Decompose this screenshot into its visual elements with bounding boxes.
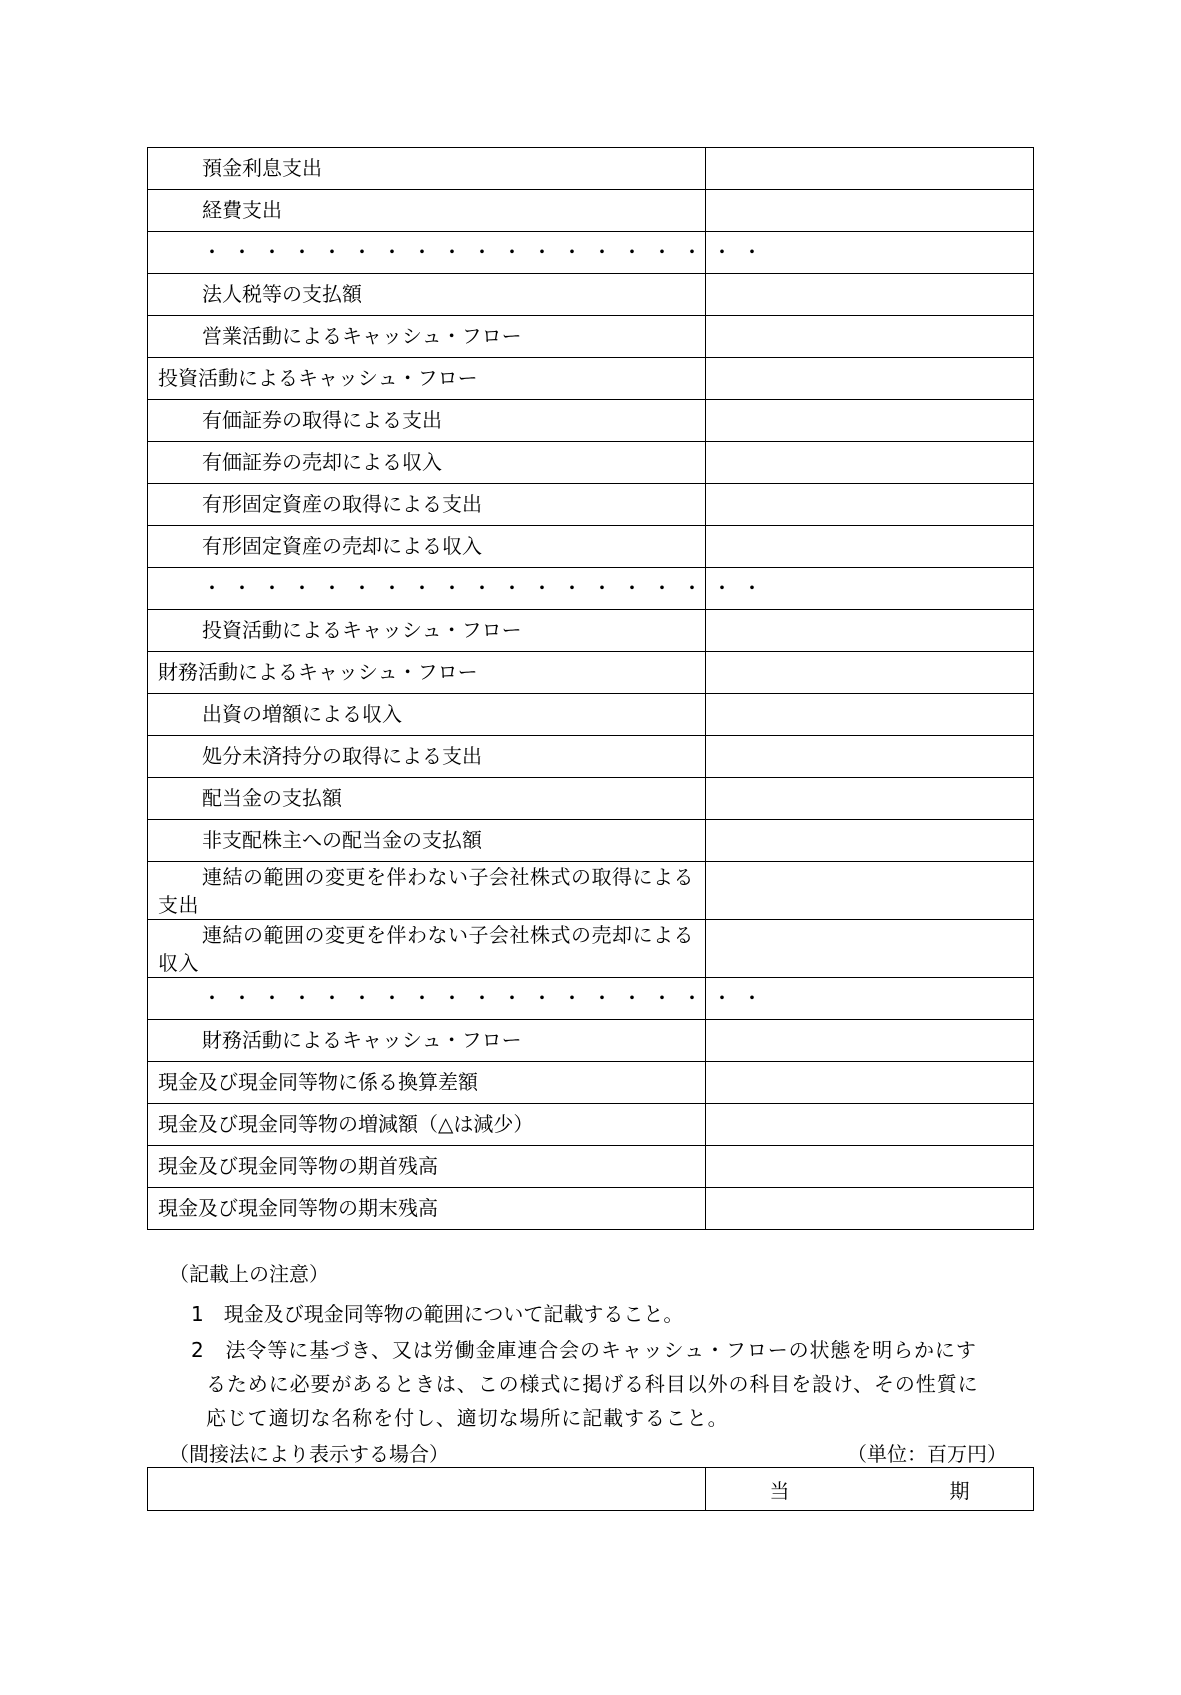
row-amount-cell [706,358,1034,400]
row-label-cell [148,652,706,694]
row-label-cell [148,978,772,1020]
row-label: 経費支出 [202,198,282,222]
row-amount-cell [706,694,1034,736]
row-label-cell [148,920,706,978]
table-row [148,526,1034,568]
row-amount-cell [706,1062,1034,1104]
row-label-cell [148,1188,706,1230]
row-label: 処分未済持分の取得による支出 [202,744,482,768]
row-label-cell [148,148,706,190]
row-label-cell [148,526,706,568]
row-label: 非支配株主への配当金の支払額 [202,828,482,852]
header-row [148,1468,1034,1511]
table-row [148,1020,1034,1062]
header-label-cell [148,1468,706,1511]
row-label: 有形固定資産の取得による支出 [202,492,482,516]
row-label-cell [148,820,706,862]
row-label-cell [148,1062,706,1104]
row-label-cell [148,862,706,920]
table-row [148,920,1034,978]
row-label-cell [148,232,772,274]
indirect-method-header-table [147,1467,1034,1511]
notes-heading: （記載上の注意） [169,1262,329,1286]
row-amount-cell [706,190,1034,232]
row-label: 有価証券の売却による収入 [202,450,442,474]
row-label: 連結の範囲の変更を伴わない子会社株式の取得による支出 [158,864,694,917]
row-label: 有形固定資産の売却による収入 [202,534,482,558]
note-item-2-line-3: 応じて適切な名称を付し、適切な場所に記載すること。 [206,1406,729,1430]
row-label-cell [148,190,706,232]
row-label-cell [148,358,706,400]
ellipsis-row-label: ・・・・・・・・・・・・・・・・・・・ [202,240,772,264]
cash-flow-table-body [148,148,1034,1230]
table-row [148,736,1034,778]
row-amount-cell [706,736,1034,778]
indirect-method-title: （間接法により表示する場合） [169,1442,449,1466]
row-label-cell [148,1020,706,1062]
note-item-1: 1 現金及び現金同等物の範囲について記載すること。 [191,1302,684,1326]
current-period-label: 当期 [769,1478,970,1503]
row-label-cell [148,610,706,652]
row-label-cell [148,1104,706,1146]
row-label: 預金利息支出 [202,156,322,180]
row-label-cell [148,736,706,778]
table-row [148,694,1034,736]
table-row [148,978,1034,1020]
row-label-cell [148,400,706,442]
row-label-cell [148,778,706,820]
row-amount-cell [706,400,1034,442]
ellipsis-row-label: ・・・・・・・・・・・・・・・・・・・ [202,576,772,600]
table-row [148,610,1034,652]
row-label: 現金及び現金同等物の増減額（△は減少） [158,1112,534,1136]
table-row [148,400,1034,442]
table-row [148,568,1034,610]
table-row [148,232,1034,274]
note-item-2-line-1: 2 法令等に基づき、又は労働金庫連合会のキャッシュ・フローの状態を明らかにす [191,1338,977,1362]
row-amount-cell [706,442,1034,484]
row-label: 出資の増額による収入 [202,702,402,726]
row-label: 投資活動によるキャッシュ・フロー [202,618,522,642]
row-amount-cell [706,1146,1034,1188]
row-label: 配当金の支払額 [202,786,342,810]
note-item-2-line-2: るために必要があるときは、この様式に掲げる科目以外の科目を設け、その性質に [206,1372,979,1396]
row-amount-cell [706,778,1034,820]
row-label: 財務活動によるキャッシュ・フロー [158,660,478,684]
table-row [148,862,1034,920]
table-row [148,1062,1034,1104]
table-row [148,820,1034,862]
row-amount-cell [706,274,1034,316]
table-row [148,442,1034,484]
row-amount-cell [706,316,1034,358]
row-label: 有価証券の取得による支出 [202,408,442,432]
row-amount-cell [706,1020,1034,1062]
row-label: 財務活動によるキャッシュ・フロー [202,1028,522,1052]
table-row [148,148,1034,190]
table-row [148,1146,1034,1188]
row-label: 投資活動によるキャッシュ・フロー [158,366,478,390]
row-label: 営業活動によるキャッシュ・フロー [202,324,522,348]
ellipsis-row-label: ・・・・・・・・・・・・・・・・・・・ [202,986,772,1010]
row-amount-cell [706,820,1034,862]
row-label: 現金及び現金同等物の期首残高 [158,1154,438,1178]
row-amount-cell [706,1188,1034,1230]
table-row [148,316,1034,358]
table-row [148,778,1034,820]
table-row [148,1104,1034,1146]
row-amount-cell [706,920,1034,978]
header-period-cell [706,1468,1034,1511]
table-row [148,652,1034,694]
row-amount-cell [706,484,1034,526]
row-label: 連結の範囲の変更を伴わない子会社株式の売却による収入 [158,922,694,975]
row-amount-cell [706,148,1034,190]
row-amount-cell [706,526,1034,568]
unit-label: （単位：百万円） [847,1442,1007,1466]
cash-flow-table [147,147,1034,1230]
table-row [148,358,1034,400]
row-label-cell [148,316,706,358]
row-label: 現金及び現金同等物に係る換算差額 [158,1070,478,1094]
row-label-cell [148,1146,706,1188]
row-label-cell [148,484,706,526]
row-amount-cell [706,1104,1034,1146]
table-row [148,484,1034,526]
row-label: 法人税等の支払額 [202,282,362,306]
row-label: 現金及び現金同等物の期末残高 [158,1196,438,1220]
row-amount-cell [706,652,1034,694]
table-row [148,274,1034,316]
row-label-cell [148,694,706,736]
table-row [148,1188,1034,1230]
row-label-cell [148,568,772,610]
row-label-cell [148,442,706,484]
row-amount-cell [706,862,1034,920]
table-row [148,190,1034,232]
row-label-cell [148,274,706,316]
row-amount-cell [706,610,1034,652]
